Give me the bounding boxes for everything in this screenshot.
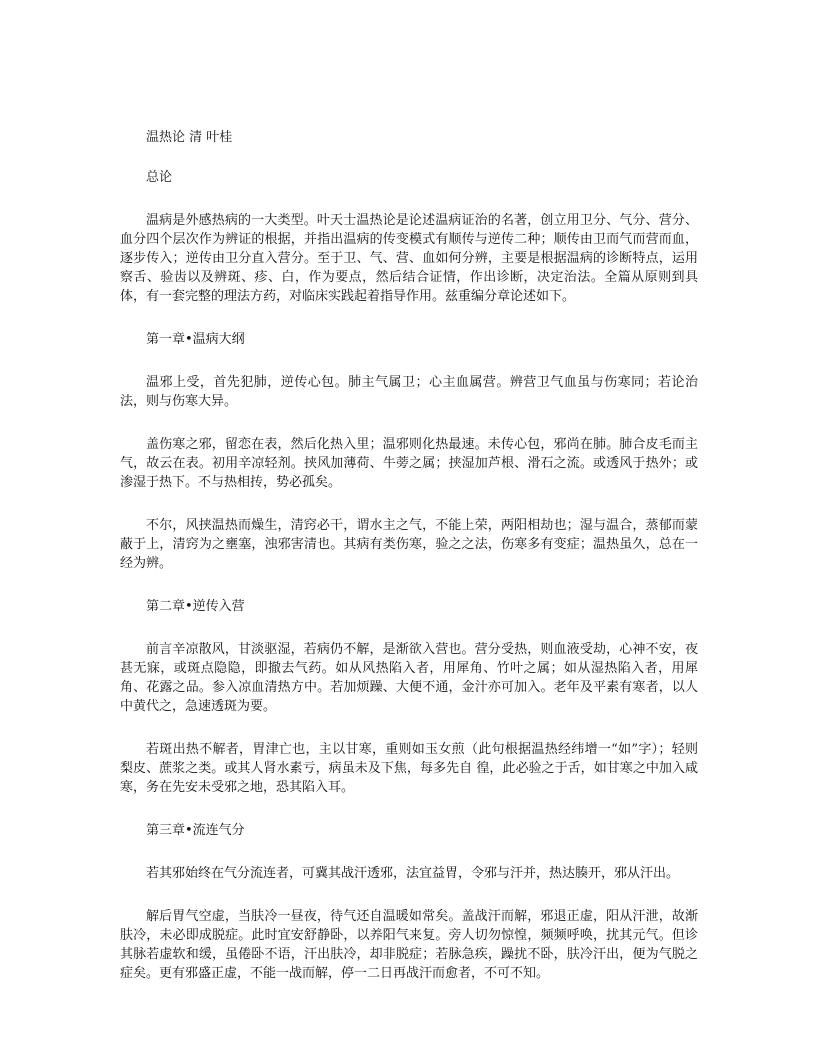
chapter-1-heading: 第一章•温病大纲 [146,332,245,347]
chapter-3-paragraph-1: 若其邪始终在气分流连者，可冀其战汗透邪，法宜益胃，令邪与汗并，热达腠开，邪从汗出。 [146,866,680,881]
chapter-3-paragraph-2: 解后胃气空虚，当肤冷一昼夜，待气还自温暖如常矣。盖战汗而解，邪退正虚，阳从汗泄，故渐肤冷，未必即成脱症。此时宜安舒静卧，以养阳气来复。旁人切勿惊惶，频频呼唤，扰其元气。但诊其脉若虚软和缓，虽倦卧不语，汗出肤冷，却非脱症；若脉急疾，躁扰不卧，肤冷汗出，便为气脱之症矣。更有邪盛正虚，不能一战而解，停一二日再战汗而愈者，不可不知。 [120,909,698,981]
chapter-1-paragraph-1: 温邪上受，首先犯肺，逆传心包。肺主气属卫；心主血属营。辨营卫气血虽与伤寒同；若论治法，则与伤寒大异。 [120,375,698,409]
chapter-1-paragraph-2: 盖伤寒之邪，留恋在表，然后化热入里；温邪则化热最速。未传心包，邪尚在肺。肺合皮毛而主气，故云在表。初用辛凉轻剂。挟风加薄荷、牛蒡之属；挟湿加芦根、滑石之流。或透风于热外；或渗湿于热下。不与热相抟，势必孤矣。 [120,437,698,490]
intro-paragraph: 温病是外感热病的一大类型。叶天士温热论是论述温病证治的名著，创立用卫分、气分、营分、血分四个层次作为辨证的根据，并指出温病的传变模式有顺传与逆传二种；顺传由卫而气而营而血，逐步传入；逆传由卫分直入营分。至于卫、气、营、血如何分辨，主要是根据温病的诊断特点，运用察舌、验齿以及辨斑、疹、白，作为要点，然后结合证情，作出诊断，决定治法。全篇从原则到具体，有一套完整的理法方药，对临床实践起着指导作用。兹重编分章论述如下。 [120,213,698,304]
chapter-2-paragraph-1: 前言辛凉散风，甘淡驱湿，若病仍不解，是渐欲入营也。营分受热，则血液受劫，心神不安，夜甚无寐，或斑点隐隐，即撤去气药。如从风热陷入者，用犀角、竹叶之属；如从湿热陷入者，用犀角、花露之品。参入凉血清热方中。若加烦躁、大便不通，金汁亦可加入。老年及平素有寒者，以人中黄代之，急速透斑为要。 [120,642,698,714]
chapter-2-paragraph-2: 若斑出热不解者，胃津亡也，主以甘寒，重则如玉女煎（此句根据温热经纬增一“如”字）；轻则梨皮、蔗浆之类。或其人肾水素亏，病虽未及下焦，每多先自 徨，此必验之于舌，如甘寒之中加入咸寒，务在先安未受邪之地，恐其陷入耳。 [120,742,698,795]
chapter-1-paragraph-3: 不尔，风挟温热而燥生，清窍必干，谓水主之气，不能上荣，两阳相劫也；湿与温合，蒸郁而蒙蔽于上，清窍为之壅塞，浊邪害清也。其病有类伤寒，验之之法，伤寒多有变症；温热虽久，总在一经为辨。 [120,518,698,571]
intro-heading: 总论 [146,170,173,185]
document-page [120,128,698,1007]
chapter-3-heading: 第三章•流连气分 [146,823,245,838]
chapter-2-heading: 第二章•逆传入营 [146,599,245,614]
document-title: 温热论 清 叶桂 [146,130,233,145]
